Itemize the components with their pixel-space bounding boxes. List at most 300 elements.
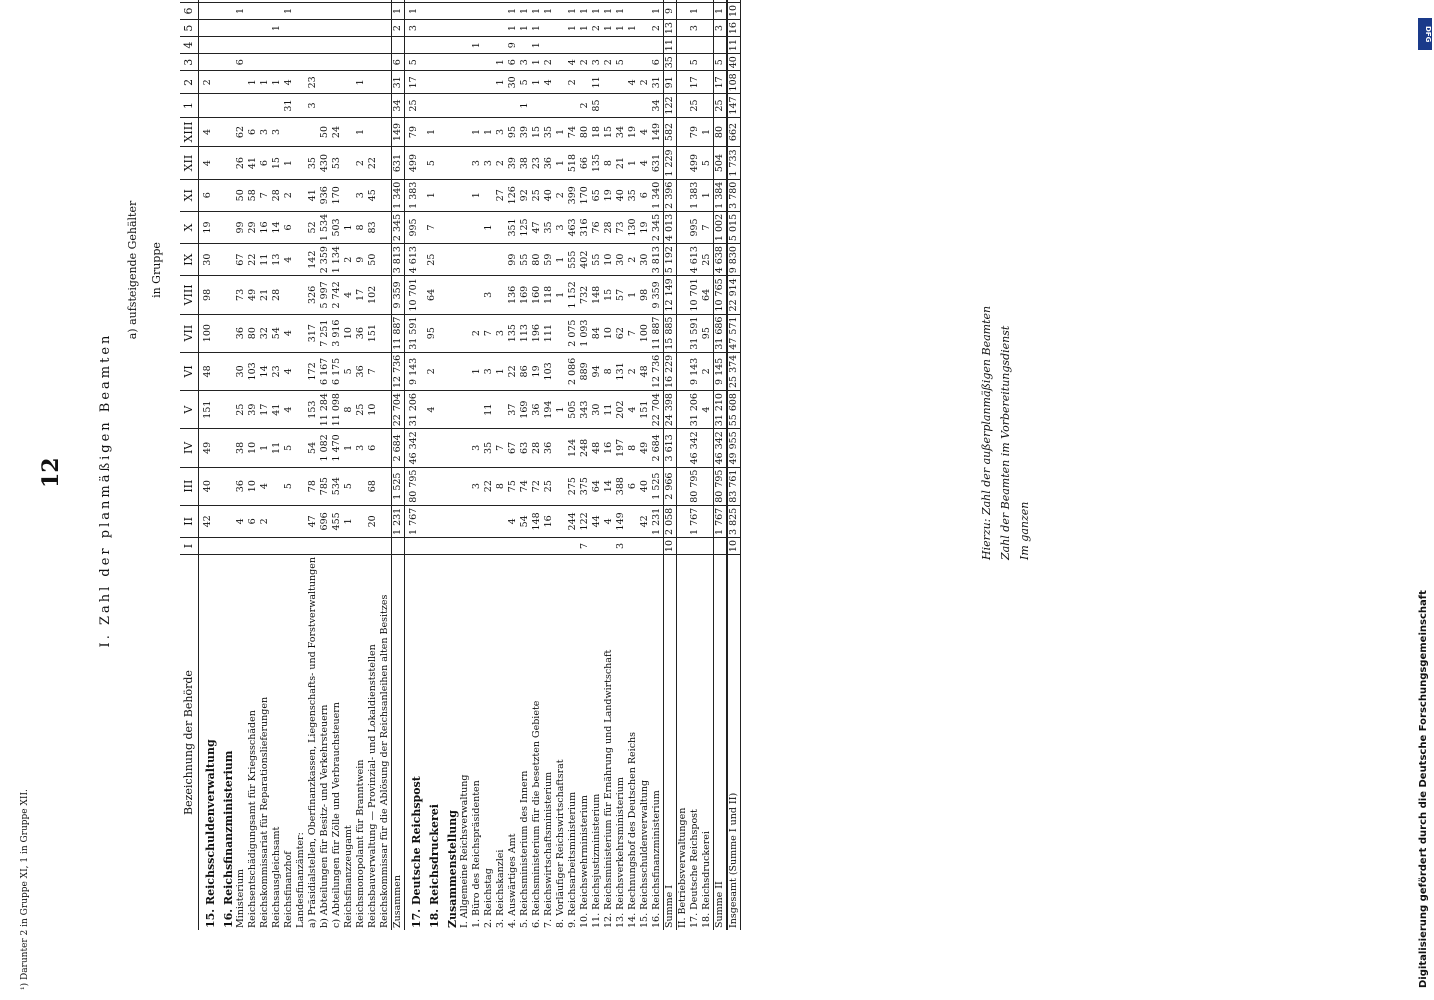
cell-b [283, 20, 295, 37]
cell-a [459, 467, 471, 505]
cell-b [199, 0, 218, 2]
cell-a: 22 704 [392, 391, 405, 429]
cell-b: 1 [392, 2, 405, 19]
cell-b: 25 [714, 94, 728, 117]
cell-a: 36 [531, 391, 543, 429]
cell-a: 78 [307, 467, 319, 505]
main-heading: I. Zahl der planmäßigen Beamten [98, 332, 113, 648]
cell-a: 6 [367, 429, 379, 467]
cell-a: 67 [235, 244, 247, 276]
cell-a: 1 470 [331, 429, 343, 467]
cell-a [295, 117, 307, 147]
cell-a: 10 [367, 391, 379, 429]
cell-a: 5 [343, 352, 355, 390]
cell-a: 98 [639, 276, 651, 314]
cell-a [217, 352, 235, 390]
cell-a: 1 534 [319, 211, 331, 243]
cell-a [295, 429, 307, 467]
cell-a: 113 [519, 314, 531, 352]
table-row [627, 0, 639, 930]
table-row [459, 0, 471, 930]
cell-a [217, 117, 235, 147]
cell-b: 34 [392, 94, 405, 117]
name-column-header: Bezeichnung der Behörde [180, 555, 199, 930]
cell-b: 2 [579, 94, 591, 117]
cell-b: 5 [714, 54, 728, 71]
row-label: 7. Reichswirtschaftsministerium [543, 771, 554, 928]
cell-b [295, 0, 307, 2]
cell-a [295, 505, 307, 537]
cell-a [441, 467, 459, 505]
cell-b [441, 37, 459, 54]
cell-a: 39 [519, 117, 531, 147]
digitization-ribbon [1418, 8, 1434, 988]
cell-a: 14 [271, 211, 283, 243]
table-row [591, 0, 603, 930]
cell-a: 80 [579, 117, 591, 147]
cell-b [405, 37, 424, 54]
group-b-header: 1 [180, 94, 199, 117]
cell-b: 4 [627, 71, 639, 94]
cell-a [677, 314, 690, 352]
cell-a: 38 [519, 147, 531, 179]
cell-b: 3 [714, 20, 728, 37]
cell-b: 1 [531, 2, 543, 19]
cell-a [283, 505, 295, 537]
cell-b [331, 20, 343, 37]
cell-a [379, 467, 392, 505]
cell-a: 2 [283, 179, 295, 211]
cell-a: 103 [247, 352, 259, 390]
cell-a: 98 [199, 276, 218, 314]
cell-a: 36 [235, 467, 247, 505]
cell-a: 316 [579, 211, 591, 243]
cell-a: 46 342 [405, 429, 424, 467]
table-row [379, 0, 392, 930]
cell-a: 25 [531, 179, 543, 211]
cell-a: 3 613 [664, 429, 677, 467]
cell-a: 455 [331, 505, 343, 537]
cell-b [459, 37, 471, 54]
cell-a: 936 [319, 179, 331, 211]
cell-b [235, 71, 247, 94]
table-row [307, 0, 319, 930]
cell-a: 8 [627, 429, 639, 467]
cell-a: 142 [307, 244, 319, 276]
cell-a: 7 [259, 179, 271, 211]
cell-a: 8 [495, 467, 507, 505]
cell-a: 31 591 [689, 314, 701, 352]
cell-a [483, 537, 495, 554]
cell-a: 503 [331, 211, 343, 243]
cell-b [379, 20, 392, 37]
cell-a: 66 [579, 147, 591, 179]
cell-a [483, 505, 495, 537]
cell-b: 1 [531, 54, 543, 71]
cell-a: 19 [639, 211, 651, 243]
cell-b [217, 71, 235, 94]
cell-a: 27 [495, 179, 507, 211]
cell-a: 275 [567, 467, 579, 505]
cell-b [664, 0, 677, 2]
cell-a: 59 [543, 244, 555, 276]
cell-a: 1 [423, 179, 441, 211]
cell-b: 1 [507, 2, 519, 19]
cell-a: 1 [555, 244, 567, 276]
cell-a: 9 830 [727, 244, 741, 276]
cell-a: 555 [567, 244, 579, 276]
cell-a [701, 429, 714, 467]
cell-b [519, 37, 531, 54]
cell-b: 31 [392, 71, 405, 94]
cell-a: 40 [615, 179, 627, 211]
cell-b [343, 54, 355, 71]
cell-a [271, 537, 283, 554]
cell-b [579, 71, 591, 94]
cell-a: 41 [307, 179, 319, 211]
cell-a [271, 467, 283, 505]
table-row [235, 0, 247, 930]
cell-a: 1 [555, 276, 567, 314]
cell-b [483, 2, 495, 19]
row-label: 16. Reichsfinanzministerium [222, 750, 235, 928]
cell-a: 1 [627, 276, 639, 314]
group-b-header: 4 [180, 37, 199, 54]
cell-a: 16 [603, 429, 615, 467]
cell-a [295, 537, 307, 554]
cell-a: 35 [627, 179, 639, 211]
cell-a: 84 [591, 314, 603, 352]
cell-b [259, 2, 271, 19]
cell-a: 24 398 [664, 391, 677, 429]
row-label: 14. Rechnungshof des Deutschen Reichs [627, 731, 638, 928]
table-row [567, 0, 579, 930]
cell-a: 732 [579, 276, 591, 314]
cell-b [355, 0, 367, 2]
cell-a: 2 345 [651, 211, 664, 243]
cell-b [483, 0, 495, 2]
cell-b: 1 [495, 54, 507, 71]
cell-a: 53 [331, 147, 343, 179]
cell-b [259, 20, 271, 37]
cell-b [199, 2, 218, 19]
cell-a: 170 [579, 179, 591, 211]
cell-b [555, 71, 567, 94]
cell-a [627, 505, 639, 537]
cell-a: 5 015 [727, 211, 741, 243]
table-row [579, 0, 591, 930]
cell-a: 10 [664, 537, 677, 554]
cell-a: 1 [483, 211, 495, 243]
cell-a: 15 885 [664, 314, 677, 352]
heading-a: a) aufsteigende Gehälter [126, 200, 139, 340]
cell-a: 83 [367, 211, 379, 243]
cell-a: 73 [235, 276, 247, 314]
cell-a [259, 537, 271, 554]
cell-b [677, 20, 690, 37]
row-label: Reichsbauverwaltung — Provinzial- und Lokaldienststellen [367, 644, 378, 928]
cell-b [701, 20, 714, 37]
cell-b [392, 0, 405, 2]
cell-a [441, 244, 459, 276]
cell-a [689, 537, 701, 554]
cell-a: 631 [651, 147, 664, 179]
cell-a: 10 [343, 314, 355, 352]
cell-a: 11 284 [319, 391, 331, 429]
cell-b [199, 94, 218, 117]
cell-b [331, 37, 343, 54]
cell-b [441, 0, 459, 2]
cell-a: 48 [199, 352, 218, 390]
cell-a: 1 383 [689, 179, 701, 211]
cell-b [235, 94, 247, 117]
table-row [651, 0, 664, 930]
cell-b: 1 [283, 2, 295, 19]
cell-a [379, 211, 392, 243]
cell-b [459, 94, 471, 117]
cell-b [441, 94, 459, 117]
cell-a: 41 [247, 147, 259, 179]
cell-b [295, 71, 307, 94]
cell-a: 47 [307, 505, 319, 537]
cell-b [555, 37, 567, 54]
cell-a: 79 [689, 117, 701, 147]
cell-a: 122 [579, 505, 591, 537]
table-row [531, 0, 543, 930]
cell-b [343, 71, 355, 94]
row-label: a) Präsidialstellen, Oberfinanzkassen, Liegenschafts- und Forstverwaltungen [307, 557, 318, 928]
table-row [392, 0, 405, 930]
cell-a [677, 537, 690, 554]
cell-b [247, 94, 259, 117]
cell-a: 2 075 [567, 314, 579, 352]
cell-a: 4 638 [714, 244, 728, 276]
cell-b: 2 [543, 54, 555, 71]
cell-b [555, 94, 567, 117]
cell-b [531, 0, 543, 2]
cell-a: 36 [543, 429, 555, 467]
cell-a: 48 [639, 352, 651, 390]
cell-a: 50 [367, 244, 379, 276]
cell-b: 2 [392, 20, 405, 37]
cell-b [379, 54, 392, 71]
cell-a: 16 [543, 505, 555, 537]
cell-b [639, 0, 651, 2]
cell-a [217, 467, 235, 505]
cell-b [543, 20, 555, 37]
cell-a: 3 [483, 352, 495, 390]
cell-b [495, 94, 507, 117]
cell-a [555, 429, 567, 467]
cell-b [555, 54, 567, 71]
table-row [615, 0, 627, 930]
cell-b: 1 [603, 2, 615, 19]
cell-b: 1 [271, 71, 283, 94]
side-notes [980, 306, 1037, 560]
cell-a: 10 [603, 314, 615, 352]
cell-a [307, 537, 319, 554]
cell-b [423, 54, 441, 71]
cell-a: 31 206 [405, 391, 424, 429]
table-row [495, 0, 507, 930]
cell-b [483, 20, 495, 37]
cell-b: 2 [199, 71, 218, 94]
cell-a: 21 [259, 276, 271, 314]
cell-b: 2 [579, 54, 591, 71]
cell-a: 22 [507, 352, 519, 390]
cell-b: 11 [727, 37, 741, 54]
cell-a [495, 505, 507, 537]
cell-b [295, 2, 307, 19]
cell-a [603, 537, 615, 554]
cell-a: 36 [355, 352, 367, 390]
cell-a [531, 537, 543, 554]
cell-a: 1 [343, 211, 355, 243]
cell-a: 28 [531, 429, 543, 467]
group-a-header: XIII [180, 117, 199, 147]
cell-b [235, 0, 247, 2]
cell-a: 10 765 [714, 276, 728, 314]
row-label: 18. Reichsdruckerei [428, 804, 441, 928]
cell-a: 80 795 [689, 467, 701, 505]
cell-a: 74 [567, 117, 579, 147]
cell-a [459, 429, 471, 467]
row-label: II. Betriebsverwaltungen [677, 807, 688, 928]
cell-b [531, 94, 543, 117]
cell-a: 41 [271, 391, 283, 429]
cell-b [567, 37, 579, 54]
group-a-header: V [180, 391, 199, 429]
cell-a [379, 352, 392, 390]
cell-a: 80 [247, 314, 259, 352]
cell-a: 499 [405, 147, 424, 179]
cell-b [483, 94, 495, 117]
row-label: Reichsfinanzzeugamt [343, 825, 354, 928]
cell-a [379, 429, 392, 467]
cell-a: 95 [423, 314, 441, 352]
cell-a: 34 [615, 117, 627, 147]
cell-b [677, 0, 690, 2]
cell-a [379, 505, 392, 537]
cell-a: 582 [664, 117, 677, 147]
cell-a: 11 [483, 391, 495, 429]
cell-a [543, 537, 555, 554]
cell-a: 94 [591, 352, 603, 390]
cell-b: 147 [727, 94, 741, 117]
cell-a: 4 [423, 391, 441, 429]
cell-a: 7 [483, 314, 495, 352]
cell-b [639, 94, 651, 117]
row-label: Zusammen [392, 555, 405, 930]
cell-a: 32 [259, 314, 271, 352]
cell-a: 15 [271, 147, 283, 179]
cell-a: 6 [247, 117, 259, 147]
cell-a: 1 [701, 117, 714, 147]
cell-a: 1 134 [331, 244, 343, 276]
cell-a: 1 [423, 117, 441, 147]
cell-b [507, 94, 519, 117]
cell-a: 4 [639, 147, 651, 179]
cell-a [677, 244, 690, 276]
cell-b [307, 2, 319, 19]
cell-a: 42 [639, 505, 651, 537]
cell-a: 64 [701, 276, 714, 314]
cell-b [355, 37, 367, 54]
cell-a [295, 467, 307, 505]
cell-b [627, 2, 639, 19]
side-note-1: Hierzu: Zahl der außerplanmäßigen Beamten [980, 305, 993, 560]
cell-a: 83 761 [727, 467, 741, 505]
cell-b [483, 71, 495, 94]
row-label: 3. Reichskanzlei [495, 849, 506, 928]
cell-a [405, 537, 424, 554]
table-row [677, 0, 690, 930]
cell-b [701, 2, 714, 19]
cell-a: 58 [247, 179, 259, 211]
cell-b [295, 54, 307, 71]
cell-a: 40 [543, 179, 555, 211]
cell-b [423, 37, 441, 54]
cell-a: 2 [471, 314, 483, 352]
cell-a: 124 [567, 429, 579, 467]
cell-a: 92 [519, 179, 531, 211]
cell-a [495, 537, 507, 554]
cell-a: 54 [271, 314, 283, 352]
cell-a: 3 [259, 117, 271, 147]
cell-a [441, 147, 459, 179]
cell-a [471, 276, 483, 314]
row-label: 16. Reichsfinanzministerium [651, 790, 662, 928]
cell-a: 22 [483, 467, 495, 505]
row-label: 12. Reichsministerium für Ernährung und Landwirtschaft [603, 649, 614, 928]
cell-b [441, 71, 459, 94]
cell-b: 1 [471, 37, 483, 54]
cell-b [271, 2, 283, 19]
cell-a: 4 [507, 505, 519, 537]
cell-a: 662 [727, 117, 741, 147]
table-row [689, 0, 701, 930]
cell-a: 3 [271, 117, 283, 147]
cell-a: 4 [199, 117, 218, 147]
cell-a: 3 [615, 537, 627, 554]
cell-a: 3 [471, 429, 483, 467]
cell-a [379, 276, 392, 314]
cell-a: 3 813 [651, 244, 664, 276]
cell-a: 40 [639, 467, 651, 505]
cell-a: 80 795 [714, 467, 728, 505]
cell-a: 2 [343, 244, 355, 276]
cell-a [355, 467, 367, 505]
cell-a: 10 [603, 244, 615, 276]
cell-a: 5 997 [319, 276, 331, 314]
cell-b: 1 [615, 2, 627, 19]
cell-b [259, 0, 271, 2]
cell-a: 518 [567, 147, 579, 179]
cell-a: 31 206 [689, 391, 701, 429]
cell-a [567, 537, 579, 554]
cell-a: 25 [701, 244, 714, 276]
cell-a: 10 701 [405, 276, 424, 314]
cell-b [701, 54, 714, 71]
cell-a: 28 [271, 276, 283, 314]
cell-b [603, 0, 615, 2]
cell-a: 1 384 [714, 179, 728, 211]
cell-a: 80 [531, 244, 543, 276]
cell-b [283, 0, 295, 2]
cell-b [495, 37, 507, 54]
cell-a [217, 244, 235, 276]
cell-a: 3 [483, 276, 495, 314]
